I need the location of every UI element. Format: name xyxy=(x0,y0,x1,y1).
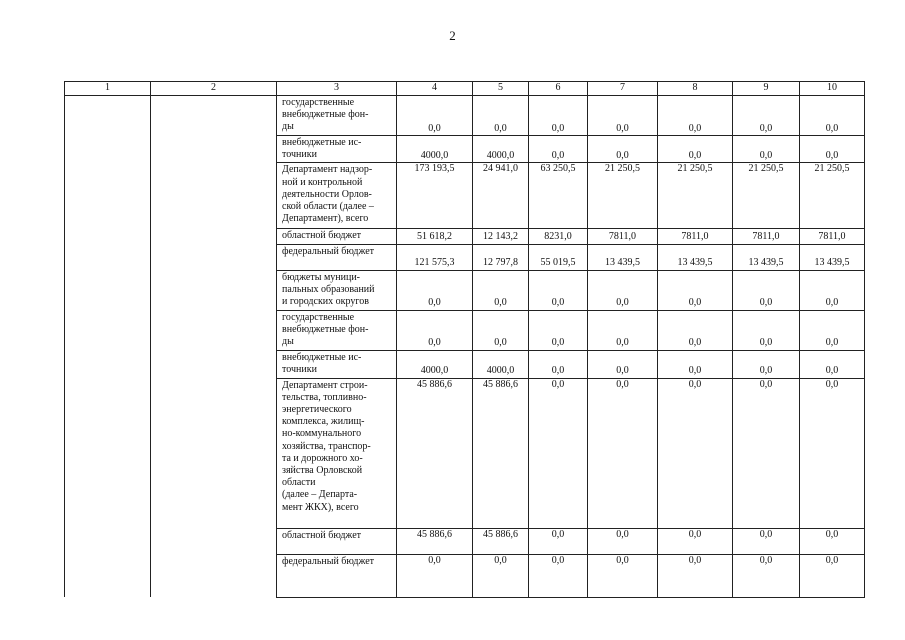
value-cell: 0,0 xyxy=(800,310,865,350)
row-label-line: комплекса, жилищ- xyxy=(282,416,365,428)
value-cell: 0,0 xyxy=(658,378,733,528)
row-label xyxy=(277,554,397,597)
table-row xyxy=(65,163,865,229)
value-cell: 0,0 xyxy=(658,96,733,136)
table-row xyxy=(65,96,865,136)
header-cell: 5 xyxy=(473,82,529,96)
value-cell: 0,0 xyxy=(529,528,588,554)
value-cell: 0,0 xyxy=(800,96,865,136)
col-1-cell xyxy=(65,136,151,163)
row-label-line: энергетического xyxy=(282,404,352,416)
row-label-line: точники xyxy=(282,149,317,161)
row-label-line: ды xyxy=(282,336,294,348)
value-cell: 8231,0 xyxy=(529,229,588,244)
value-cell: 12 797,8 xyxy=(473,244,529,270)
value-cell: 0,0 xyxy=(397,310,473,350)
value-cell: 13 439,5 xyxy=(800,244,865,270)
value-cell: 0,0 xyxy=(397,96,473,136)
row-label-line: внебюджетные фон- xyxy=(282,323,369,335)
value-cell: 0,0 xyxy=(588,136,658,163)
row-label xyxy=(277,310,397,350)
value-cell: 0,0 xyxy=(529,136,588,163)
value-cell: 51 618,2 xyxy=(397,229,473,244)
value-cell: 0,0 xyxy=(733,136,800,163)
value-cell: 45 886,6 xyxy=(397,528,473,554)
value-cell: 21 250,5 xyxy=(658,163,733,229)
value-cell: 0,0 xyxy=(588,310,658,350)
col-1-cell xyxy=(65,229,151,244)
col-1-cell xyxy=(65,554,151,597)
header-cell: 6 xyxy=(529,82,588,96)
value-cell: 4000,0 xyxy=(397,136,473,163)
header-cell: 10 xyxy=(800,82,865,96)
value-cell: 13 439,5 xyxy=(658,244,733,270)
value-cell: 0,0 xyxy=(588,350,658,378)
row-label xyxy=(277,350,397,378)
value-cell: 21 250,5 xyxy=(733,163,800,229)
table-row xyxy=(65,229,865,244)
value-cell: 4000,0 xyxy=(473,136,529,163)
value-cell: 0,0 xyxy=(529,378,588,528)
value-cell: 0,0 xyxy=(658,136,733,163)
value-cell: 0,0 xyxy=(733,310,800,350)
table-row xyxy=(65,554,865,597)
value-cell: 45 886,6 xyxy=(473,528,529,554)
table-row xyxy=(65,136,865,163)
value-cell: 21 250,5 xyxy=(800,163,865,229)
header-cell: 4 xyxy=(397,82,473,96)
col-2-cell xyxy=(151,163,277,229)
col-2-cell xyxy=(151,310,277,350)
row-label xyxy=(277,528,397,554)
table-row xyxy=(65,528,865,554)
value-cell: 13 439,5 xyxy=(588,244,658,270)
value-cell: 0,0 xyxy=(800,350,865,378)
value-cell: 0,0 xyxy=(800,378,865,528)
table-row xyxy=(65,350,865,378)
row-label-line: федеральный бюджет xyxy=(282,245,375,257)
row-label-line: государственные xyxy=(282,97,355,108)
value-cell: 0,0 xyxy=(473,270,529,310)
row-label-line: ды xyxy=(282,121,294,133)
col-2-cell xyxy=(151,96,277,136)
value-cell: 0,0 xyxy=(800,270,865,310)
value-cell: 55 019,5 xyxy=(529,244,588,270)
col-2-cell xyxy=(151,270,277,310)
row-label-line: тельства, топливно- xyxy=(282,391,367,403)
row-label-line: федеральный бюджет xyxy=(282,555,375,567)
value-cell: 0,0 xyxy=(588,96,658,136)
table-row xyxy=(65,270,865,310)
row-label-line: та и дорожного хо- xyxy=(282,452,363,464)
table-body xyxy=(65,96,865,598)
value-cell: 0,0 xyxy=(588,270,658,310)
value-cell: 0,0 xyxy=(733,350,800,378)
value-cell: 121 575,3 xyxy=(397,244,473,270)
row-label-line: Департамент надзор- xyxy=(282,164,373,176)
header-cell: 9 xyxy=(733,82,800,96)
value-cell: 7811,0 xyxy=(733,229,800,244)
value-cell: 0,0 xyxy=(473,310,529,350)
col-1-cell xyxy=(65,378,151,528)
value-cell: 0,0 xyxy=(733,96,800,136)
value-cell: 12 143,2 xyxy=(473,229,529,244)
header-cell: 8 xyxy=(658,82,733,96)
col-2-cell xyxy=(151,378,277,528)
value-cell: 0,0 xyxy=(733,378,800,528)
value-cell: 173 193,5 xyxy=(397,163,473,229)
col-1-cell xyxy=(65,528,151,554)
row-label-line: внебюджетные ис- xyxy=(282,137,362,148)
row-label-line: (далее – Департа- xyxy=(282,489,358,501)
value-cell: 0,0 xyxy=(529,96,588,136)
value-cell: 0,0 xyxy=(658,528,733,554)
value-cell: 45 886,6 xyxy=(473,378,529,528)
value-cell: 0,0 xyxy=(529,554,588,597)
row-label-line: области xyxy=(282,477,316,489)
value-cell: 0,0 xyxy=(588,378,658,528)
value-cell: 0,0 xyxy=(397,270,473,310)
row-label-line: областной бюджет xyxy=(282,529,362,541)
col-1-cell xyxy=(65,244,151,270)
row-label-line: Департамент строи- xyxy=(282,379,368,391)
col-1-cell xyxy=(65,270,151,310)
row-label-line: областной бюджет xyxy=(282,230,362,242)
value-cell: 0,0 xyxy=(473,96,529,136)
value-cell: 0,0 xyxy=(733,554,800,597)
value-cell: 4000,0 xyxy=(473,350,529,378)
row-label-line: Департамент), всего xyxy=(282,213,369,225)
col-2-cell xyxy=(151,136,277,163)
value-cell: 21 250,5 xyxy=(588,163,658,229)
row-label-line: бюджеты муници- xyxy=(282,271,361,283)
col-1-cell xyxy=(65,163,151,229)
value-cell: 4000,0 xyxy=(397,350,473,378)
table-row xyxy=(65,244,865,270)
header-cell: 3 xyxy=(277,82,397,96)
page-number: 2 xyxy=(449,28,456,43)
value-cell: 0,0 xyxy=(733,528,800,554)
row-label xyxy=(277,229,397,244)
value-cell: 0,0 xyxy=(473,554,529,597)
value-cell: 0,0 xyxy=(800,528,865,554)
value-cell: 0,0 xyxy=(658,554,733,597)
col-1-cell xyxy=(65,96,151,136)
row-label-line: точники xyxy=(282,363,317,375)
value-cell: 0,0 xyxy=(800,554,865,597)
value-cell: 63 250,5 xyxy=(529,163,588,229)
value-cell: 7811,0 xyxy=(800,229,865,244)
value-cell: 13 439,5 xyxy=(733,244,800,270)
row-label-line: и городских округов xyxy=(282,296,369,308)
value-cell: 45 886,6 xyxy=(397,378,473,528)
row-label-line: ной и контрольной xyxy=(282,176,363,188)
col-2-cell xyxy=(151,554,277,597)
value-cell: 0,0 xyxy=(800,136,865,163)
value-cell: 24 941,0 xyxy=(473,163,529,229)
row-label-line: мент ЖКХ), всего xyxy=(282,501,359,513)
value-cell: 0,0 xyxy=(658,310,733,350)
row-label-line: деятельности Орлов- xyxy=(282,188,372,200)
budget-table xyxy=(64,81,865,598)
value-cell: 0,0 xyxy=(658,270,733,310)
row-label xyxy=(277,244,397,270)
row-label xyxy=(277,270,397,310)
value-cell: 7811,0 xyxy=(658,229,733,244)
row-label-line: хозяйства, транспор- xyxy=(282,440,371,452)
col-2-cell xyxy=(151,244,277,270)
row-label xyxy=(277,96,397,136)
row-label-line: ской области (далее – xyxy=(282,201,374,213)
row-label-line: пальных образований xyxy=(282,283,375,295)
header-cell: 2 xyxy=(151,82,277,96)
col-1-cell xyxy=(65,310,151,350)
table-row xyxy=(65,378,865,528)
value-cell: 0,0 xyxy=(529,310,588,350)
row-label xyxy=(277,378,397,528)
value-cell: 0,0 xyxy=(588,528,658,554)
col-2-cell xyxy=(151,229,277,244)
row-label xyxy=(277,136,397,163)
value-cell: 0,0 xyxy=(529,270,588,310)
value-cell: 7811,0 xyxy=(588,229,658,244)
value-cell: 0,0 xyxy=(733,270,800,310)
row-label xyxy=(277,163,397,229)
col-1-cell xyxy=(65,350,151,378)
header-cell: 1 xyxy=(65,82,151,96)
row-label-line: но-коммунального xyxy=(282,428,362,440)
table-row xyxy=(65,310,865,350)
col-2-cell xyxy=(151,350,277,378)
header-row xyxy=(65,82,865,96)
row-label-line: государственные xyxy=(282,311,355,323)
row-label-line: зяйства Орловской xyxy=(282,465,363,477)
value-cell: 0,0 xyxy=(529,350,588,378)
value-cell: 0,0 xyxy=(658,350,733,378)
row-label-line: внебюджетные ис- xyxy=(282,351,362,363)
row-label-line: внебюджетные фон- xyxy=(282,109,369,121)
value-cell: 0,0 xyxy=(397,554,473,597)
value-cell: 0,0 xyxy=(588,554,658,597)
col-2-cell xyxy=(151,528,277,554)
header-cell: 7 xyxy=(588,82,658,96)
